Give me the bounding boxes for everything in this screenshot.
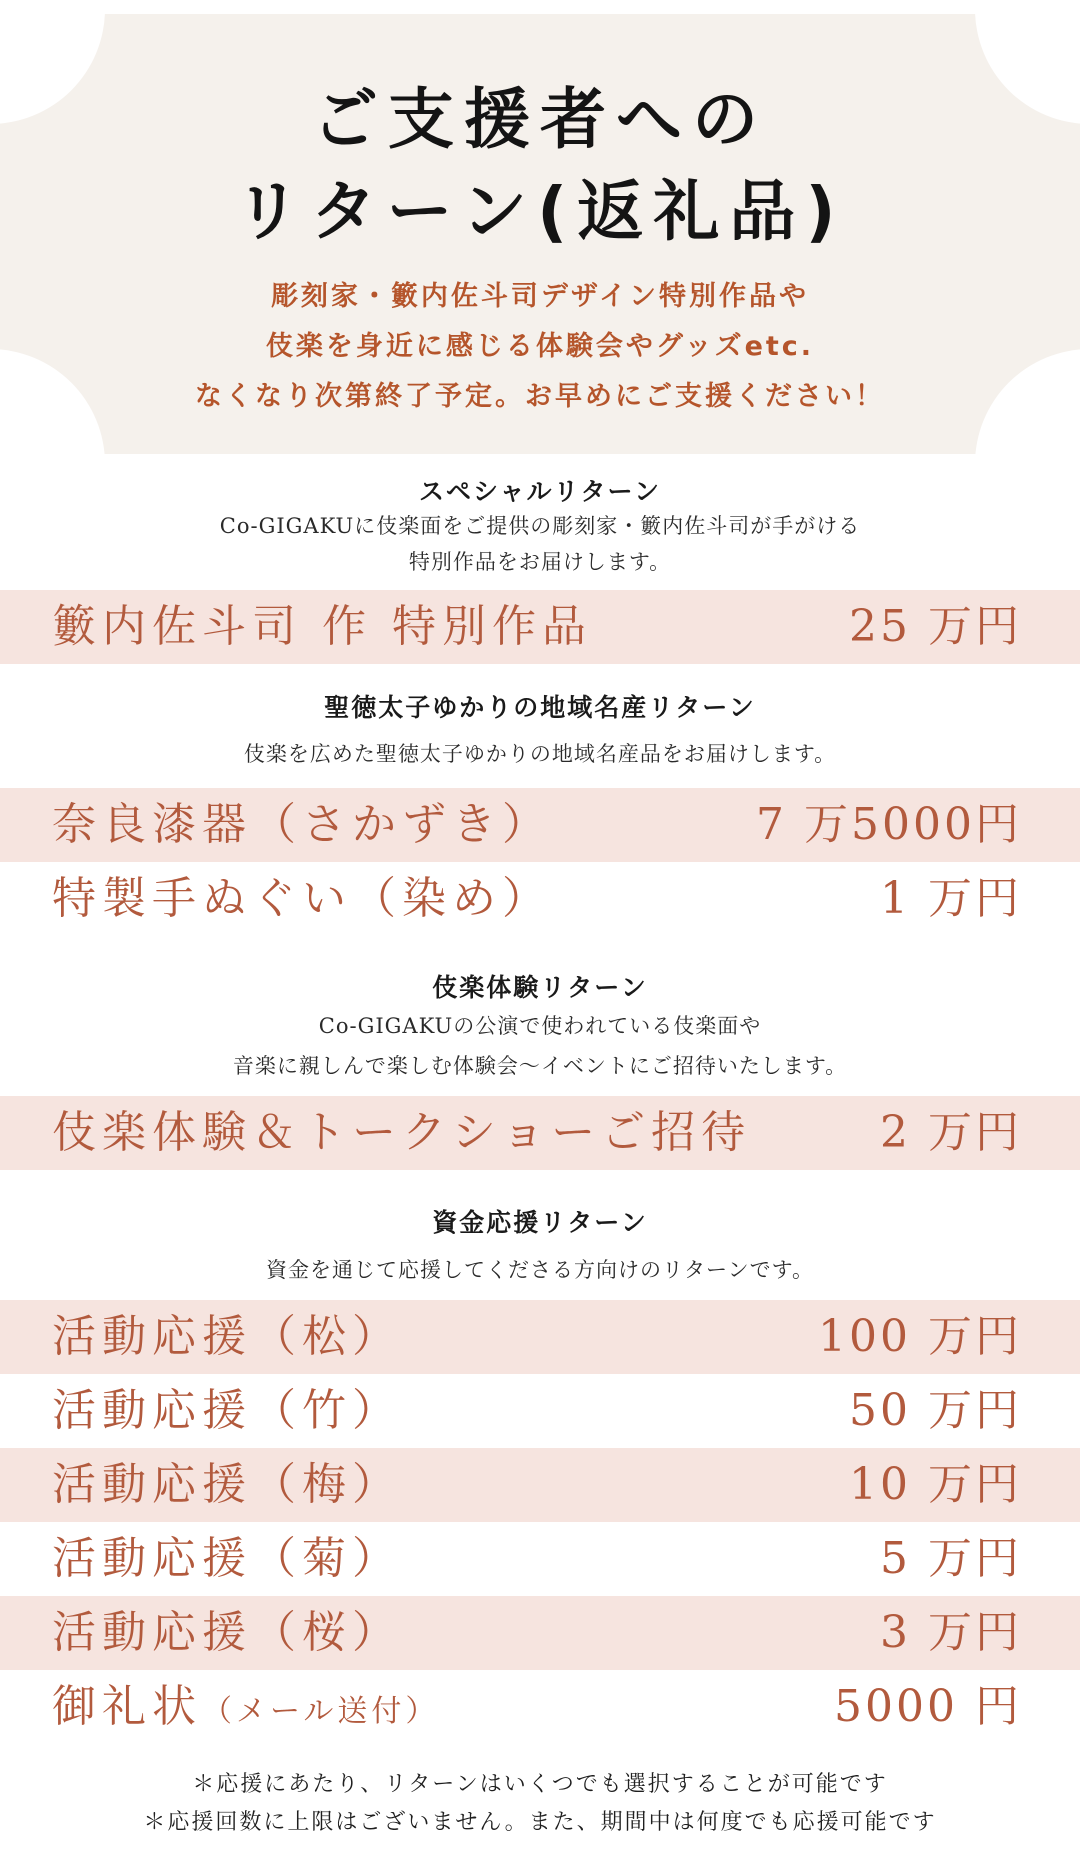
page-title-line2: リターン(返礼品)	[234, 173, 846, 250]
return-row[interactable]	[0, 1096, 1080, 1170]
return-name: 籔内佐斗司 作 特別作品	[52, 601, 592, 652]
footnotes	[0, 1766, 1080, 1842]
section-desc: 特別作品をお届けします。	[408, 550, 672, 574]
header-subtitle	[0, 272, 1080, 422]
return-name-main: 御礼状	[52, 1681, 202, 1732]
return-row[interactable]	[0, 1670, 1080, 1744]
return-price: 5 万円	[880, 1533, 1022, 1584]
return-row[interactable]	[0, 862, 1080, 936]
return-row[interactable]	[0, 1522, 1080, 1596]
return-price: 7 万5000円	[756, 799, 1022, 850]
return-price: 50 万円	[849, 1385, 1022, 1436]
return-name: 活動応援（松）	[52, 1311, 402, 1362]
section-desc: 資金を通じて応援してくださる方向けのリターンです。	[266, 1258, 814, 1282]
return-name: 活動応援（梅）	[52, 1459, 402, 1510]
return-name: 活動応援（桜）	[52, 1607, 402, 1658]
return-price: 25 万円	[849, 601, 1022, 652]
section-title-support: 資金応援リターン	[432, 1208, 648, 1237]
return-price: 100 万円	[818, 1311, 1022, 1362]
section-title-special: スペシャルリターン	[418, 477, 661, 506]
footnote: ＊応援回数に上限はございません。また、期間中は何度でも応援可能です	[143, 1810, 937, 1835]
footnote: ＊応援にあたり、リターンはいくつでも選択することが可能です	[192, 1772, 888, 1797]
return-name: 奈良漆器（さかずき）	[52, 799, 552, 850]
return-price: 5000 円	[834, 1681, 1022, 1732]
return-row[interactable]	[0, 1374, 1080, 1448]
subtitle-line: 伎楽を身近に感じる体験会やグッズetc.	[265, 331, 815, 362]
page-title-line1: ご支援者への	[312, 81, 768, 158]
return-price: 2 万円	[880, 1107, 1022, 1158]
return-name-note: （メール送付）	[202, 1694, 440, 1729]
return-row[interactable]	[0, 788, 1080, 862]
section-desc: Co-GIGAKUに伎楽面をご提供の彫刻家・籔内佐斗司が手がける	[219, 514, 861, 538]
subtitle-line: なくなり次第終了予定。お早めにご支援ください！	[195, 381, 885, 412]
return-name: 活動応援（竹）	[52, 1385, 402, 1436]
return-row[interactable]	[0, 1300, 1080, 1374]
return-row[interactable]	[0, 590, 1080, 664]
return-name: 伎楽体験＆トークショーご招待	[52, 1107, 752, 1158]
return-name: 特製手ぬぐい（染め）	[52, 873, 552, 924]
section-desc: 伎楽を広めた聖徳太子ゆかりの地域名産品をお届けします。	[243, 742, 837, 766]
return-row[interactable]	[0, 1596, 1080, 1670]
return-price: 3 万円	[880, 1607, 1022, 1658]
section-title-local: 聖徳太子ゆかりの地域名産リターン	[324, 693, 756, 722]
section-desc: Co-GIGAKUの公演で使われている伎楽面や	[318, 1014, 762, 1038]
subtitle-line: 彫刻家・籔内佐斗司デザイン特別作品や	[270, 281, 810, 312]
section-title-experience: 伎楽体験リターン	[432, 973, 648, 1002]
return-name	[52, 1670, 439, 1749]
return-price: 10 万円	[849, 1459, 1022, 1510]
return-row[interactable]	[0, 1448, 1080, 1522]
return-price: 1 万円	[880, 873, 1022, 924]
section-desc: 音楽に親しんで楽しむ体験会〜イベントにご招待いたします。	[232, 1054, 848, 1078]
return-name: 活動応援（菊）	[52, 1533, 402, 1584]
